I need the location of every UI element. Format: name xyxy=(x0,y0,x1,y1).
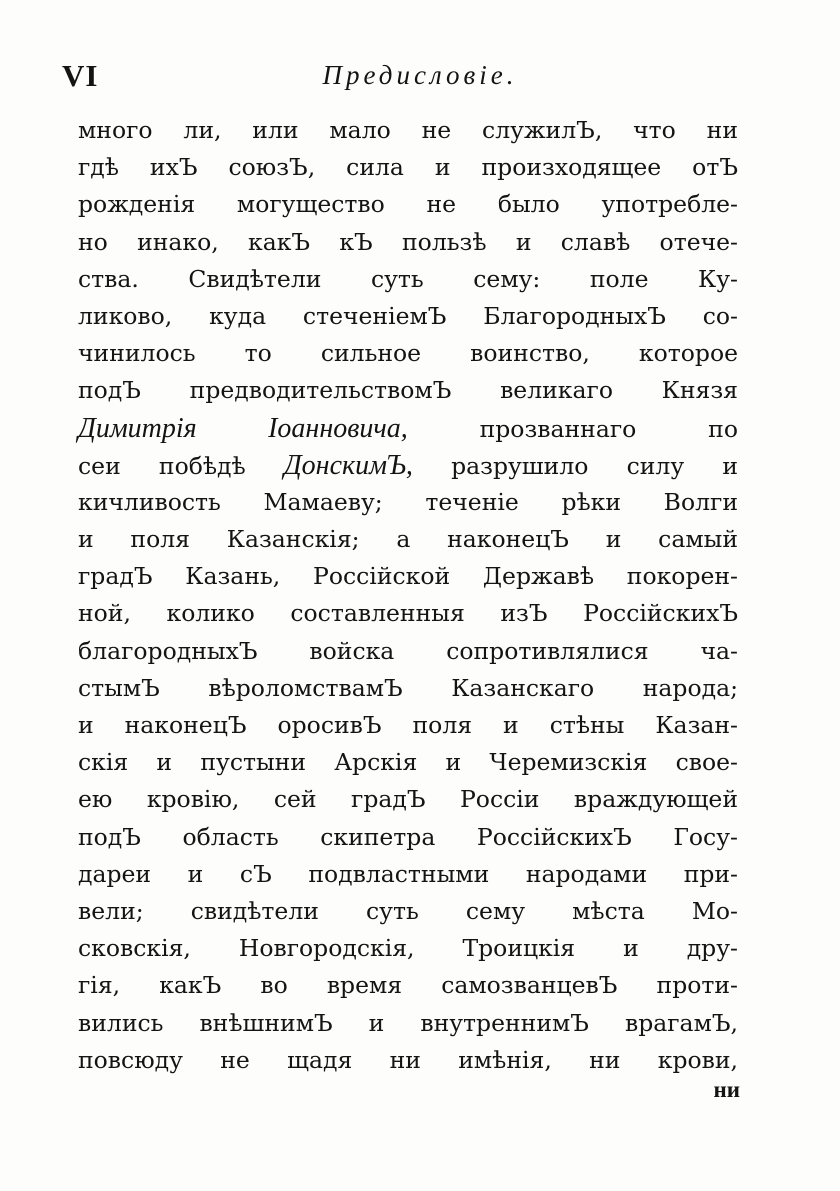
text-line: гія, какЪ во время самозванцевЪ проти- xyxy=(78,971,738,1000)
text-line: Димитрія Іоанновича, прозваннаго по xyxy=(78,412,738,444)
text-line: вели; свидѣтели суть сему мѣста Мо- xyxy=(78,896,738,925)
text-line: и поля Казанскія; а наконецЪ и самый xyxy=(78,525,738,554)
catchword: ни xyxy=(713,1077,740,1102)
text-line: рожденія могущество не было употребле- xyxy=(78,190,738,219)
text-line: подЪ предводительствомЪ великаго Князя xyxy=(78,376,738,405)
text-line: дареи и сЪ подвластными народами при- xyxy=(78,859,738,888)
text-line: стымЪ вѣроломствамЪ Казанскаго народа; xyxy=(78,673,738,702)
italic-name: ДонскимЪ, xyxy=(283,449,413,481)
text-line: и наконецЪ оросивЪ поля и стѣны Казан- xyxy=(78,711,738,739)
text-line: ликово, куда стеченіемЪ БлагородныхЪ со- xyxy=(78,301,738,330)
text-line: подЪ область скипетра РоссійскихЪ Госу- xyxy=(78,822,738,851)
text-line: ства. Свидѣтели суть сему: поле Ку- xyxy=(78,264,738,293)
text-line: ной, колико составленныя изЪ РоссійскихЪ xyxy=(78,599,738,628)
text-line: вились внѣшнимЪ и внутреннимЪ врагамЪ, xyxy=(78,1008,738,1037)
italic-name: Димитрія Іоанновича, xyxy=(78,412,408,444)
text-line: гдѣ ихЪ союзЪ, сила и произходящее отЪ xyxy=(78,153,738,182)
text-line: много ли, или мало не служилЪ, что ни xyxy=(78,116,738,144)
page-number: VI xyxy=(62,58,99,93)
text-line: кичливость Мамаеву; теченіе рѣки Волги xyxy=(78,487,738,516)
text-line: благородныхЪ войска сопротивлялися ча- xyxy=(78,636,738,665)
text-line: градЪ Казань, Россійской Державѣ покорен- xyxy=(78,562,738,591)
running-head: Предисловіе. xyxy=(322,60,518,90)
text-line: ею кровію, сей градЪ Россіи враждующей xyxy=(78,785,738,814)
text-line: скія и пустыни Арскія и Черемизскія свое- xyxy=(78,748,738,777)
text-line: чинилось то сильное воинство, которое xyxy=(78,339,738,368)
text-line: но инако, какЪ кЪ пользѣ и славѣ отече- xyxy=(78,227,738,256)
text-line: сеи побѣдѣ ДонскимЪ, разрушило силу и xyxy=(78,449,738,481)
body-text xyxy=(78,112,738,1079)
text-line: сковскія, Новгородскія, Троицкія и дру- xyxy=(78,934,738,963)
text-line: повсюду не щадя ни имѣнія, ни крови, xyxy=(78,1045,738,1074)
